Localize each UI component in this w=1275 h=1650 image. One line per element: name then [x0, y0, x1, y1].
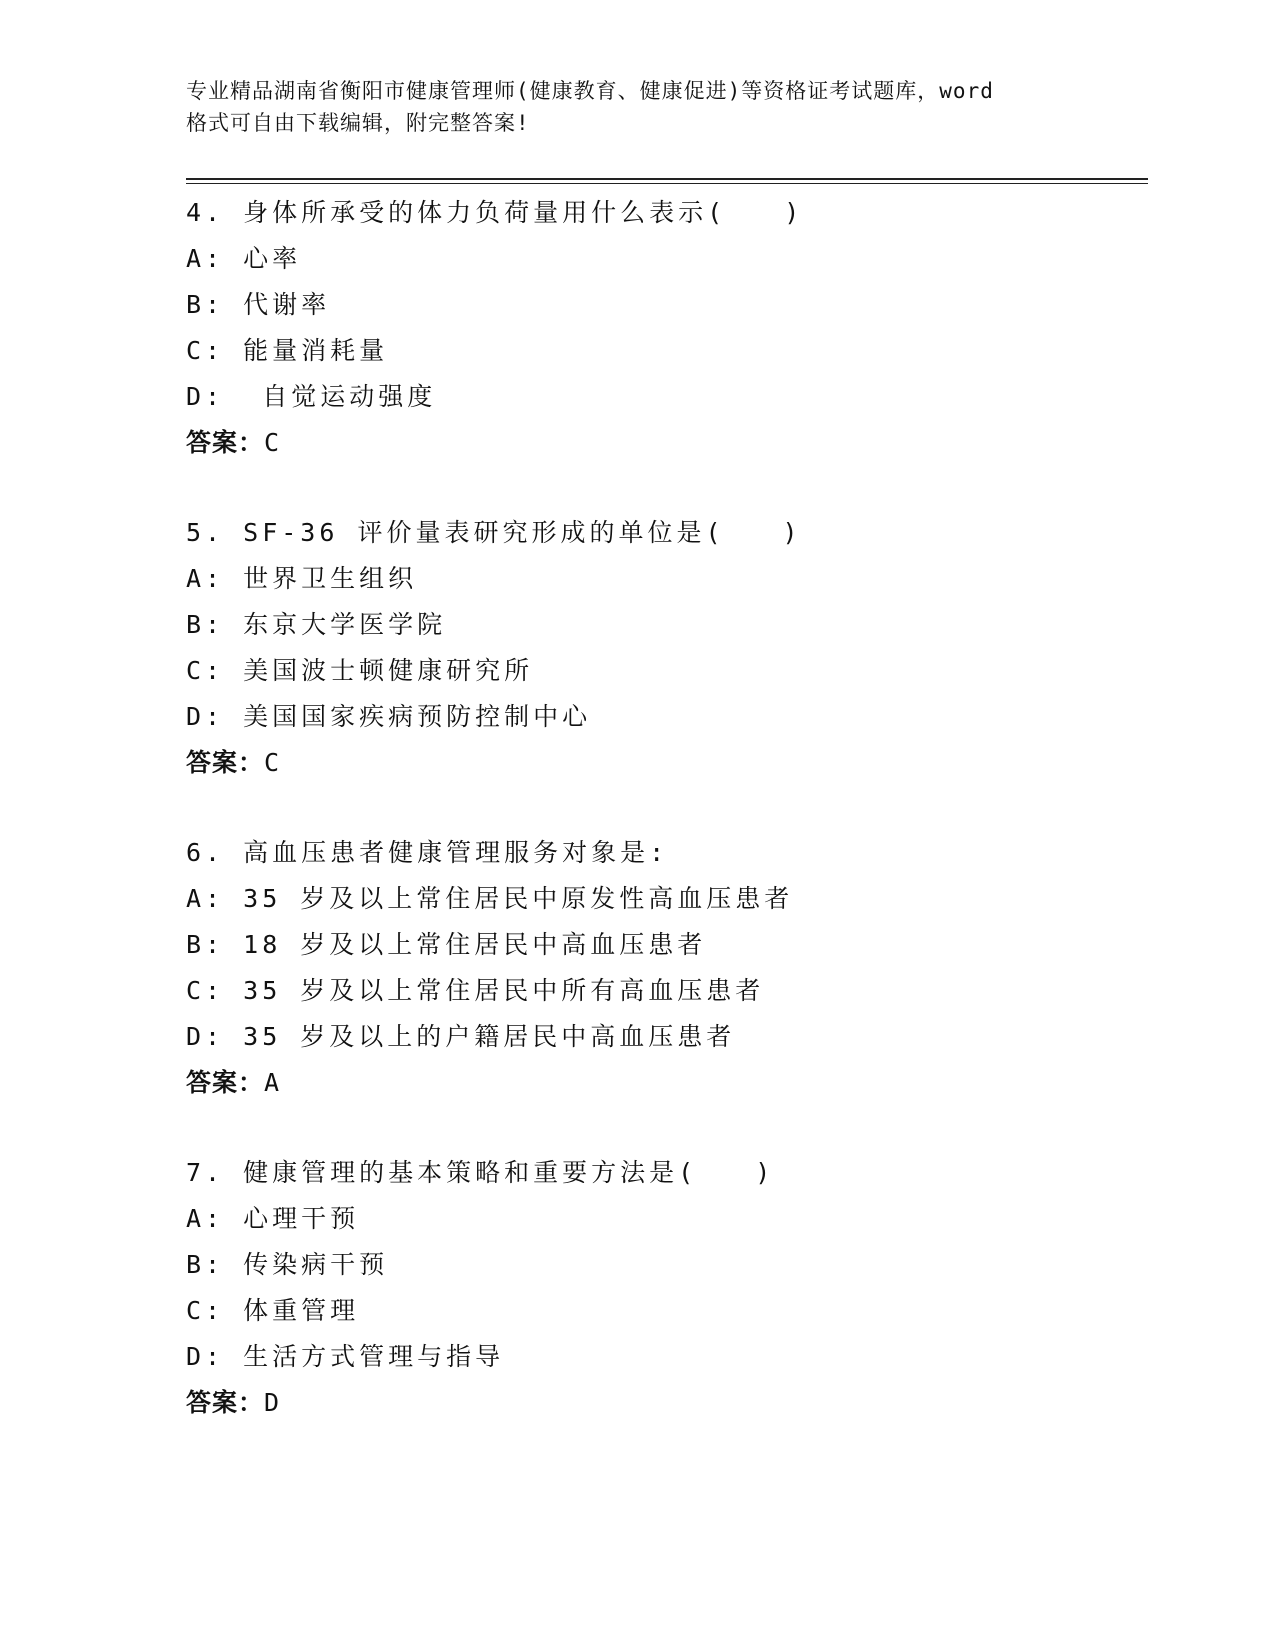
- answer-line: [186, 1380, 1146, 1426]
- answer-label: 答案：: [186, 748, 265, 777]
- answer-value: C: [264, 748, 281, 777]
- answer-label: 答案：: [186, 1388, 265, 1417]
- option-a: A: 世界卫生组织: [186, 564, 418, 593]
- option-c: C: 35 岁及以上常住居民中所有高血压患者: [186, 976, 765, 1005]
- answer-line: [186, 740, 1146, 786]
- header-divider-thin: [186, 183, 1148, 184]
- answer-value: C: [264, 428, 281, 457]
- option-b: B: 代谢率: [186, 290, 331, 319]
- option-b: B: 东京大学医学院: [186, 610, 447, 639]
- answer-line: [186, 1060, 1146, 1106]
- question-stem: 6. 高血压患者健康管理服务对象是:: [186, 838, 669, 867]
- answer-value: A: [264, 1068, 281, 1097]
- question-5: [186, 510, 1146, 786]
- option-d: D: 自觉运动强度: [186, 382, 437, 411]
- header-line-2: 格式可自由下载编辑，附完整答案!: [186, 111, 530, 135]
- option-b: B: 传染病干预: [186, 1250, 389, 1279]
- option-c: C: 美国波士顿健康研究所: [186, 656, 534, 685]
- option-a: A: 心理干预: [186, 1204, 360, 1233]
- option-d: D: 美国国家疾病预防控制中心: [186, 702, 592, 731]
- option-b: B: 18 岁及以上常住居民中高血压患者: [186, 930, 707, 959]
- answer-label: 答案：: [186, 428, 265, 457]
- header-divider-thick: [186, 178, 1148, 180]
- question-stem: 7. 健康管理的基本策略和重要方法是( ): [186, 1158, 775, 1187]
- document-header: [186, 75, 1086, 139]
- question-stem: 4. 身体所承受的体力负荷量用什么表示( ): [186, 198, 804, 227]
- option-a: A: 心率: [186, 244, 302, 273]
- answer-line: [186, 420, 1146, 466]
- question-7: [186, 1150, 1146, 1426]
- option-a: A: 35 岁及以上常住居民中原发性高血压患者: [186, 884, 794, 913]
- answer-label: 答案：: [186, 1068, 265, 1097]
- question-list: [186, 190, 1146, 1470]
- option-c: C: 体重管理: [186, 1296, 360, 1325]
- option-d: D: 35 岁及以上的户籍居民中高血压患者: [186, 1022, 736, 1051]
- question-stem: 5. SF-36 评价量表研究形成的单位是( ): [186, 518, 802, 547]
- header-line-1: 专业精品湖南省衡阳市健康管理师(健康教育、健康促进)等资格证考试题库，word: [186, 79, 994, 103]
- question-4: [186, 190, 1146, 466]
- option-c: C: 能量消耗量: [186, 336, 389, 365]
- option-d: D: 生活方式管理与指导: [186, 1342, 505, 1371]
- answer-value: D: [264, 1388, 281, 1417]
- question-6: [186, 830, 1146, 1106]
